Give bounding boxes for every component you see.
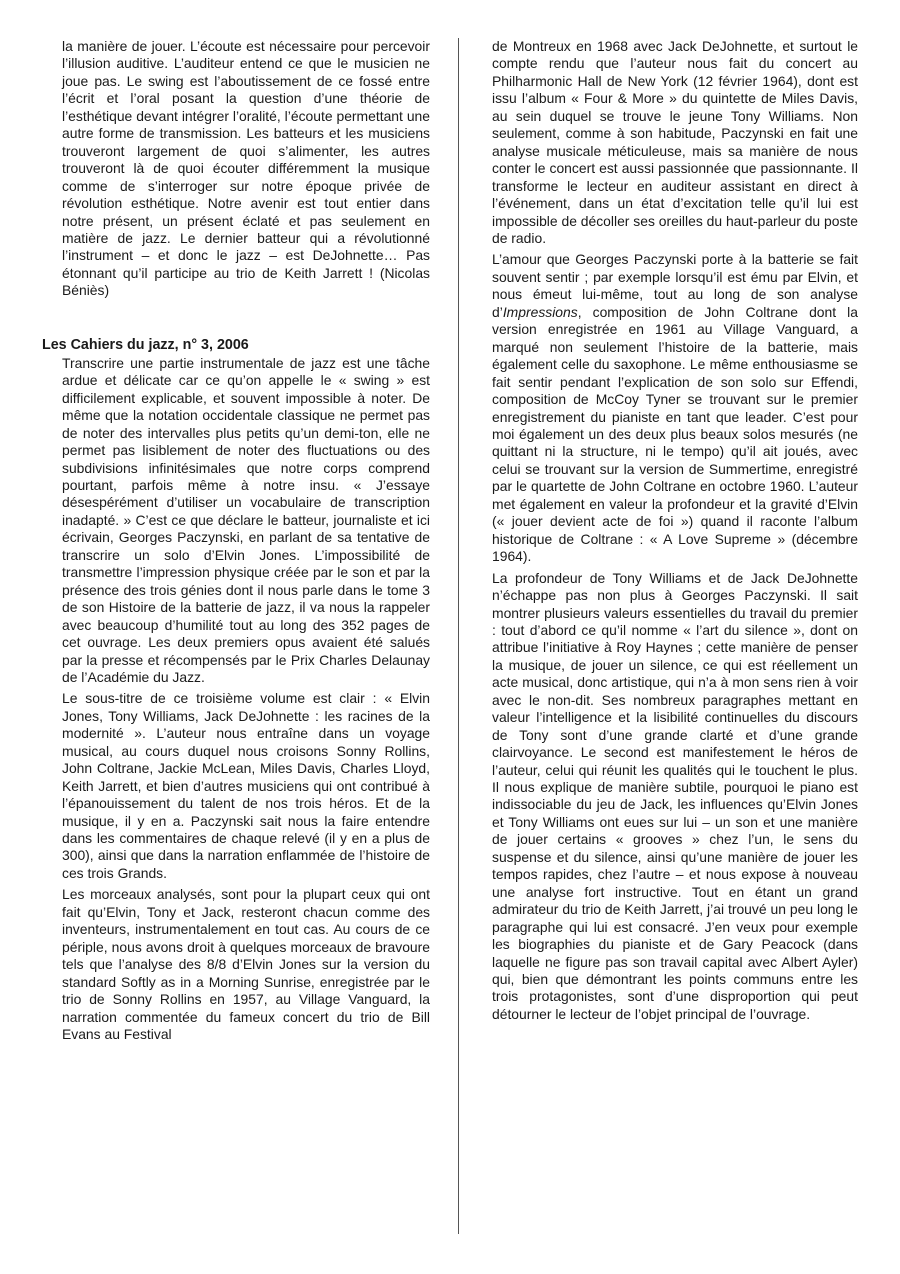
section-spacer (62, 300, 430, 336)
review-paragraph-5 (492, 251, 858, 565)
review-paragraph-6: La profondeur de Tony Williams et de Jack DeJohnette n’échappe pas non plus à Georges Paczynski. Il sait montrer plusieurs valeurs essentielles du travail du premier : tout d’abord ce qu’il nomme « l’art du silence », dont on attribue l’initiative à Roy Haynes ; cette manière de penser la musique, de jouer un silence, ce qui est réellement un acte musical, donc artistique, qui n’a à mon sens rien à voir avec le non-dit. Ses nombreux paragraphes mettant en valeur l’intelligence et la lisibilité continuelles du discours de Tony sont d’une grande clarté et d’une grande clairvoyance. Le second est manifestement le héros de l’auteur, celui qui réunit les qualités qui le touchent le plus. Il nous explique de manière subtile, pourquoi le piano est indissociable du jeu de Jack, les influences qu’Elvin Jones et Tony Williams ont eues sur lui – un son et une manière de jouer certains « grooves » chez l’un, le sens du suspense et du silence, ainsi qu’une manière de jouer les tempos rapides, chez l’autre – et nous expose à nouveau une analyse fort instructive. Tout en étant un grand admirateur du trio de Keith Jarrett, j’ai trouvé un peu long le paragraphe qui lui est consacré. J’en veux pour exemple les biographies du pianiste et de Gary Peacock (dans laquelle ne figure pas son travail capital avec Albert Ayler) qui, bien que démontrant les points communs entre les trois protagonistes, sont d’une disproportion qui peut détourner le lecteur de l’objet principal de l’ouvrage. (492, 569, 858, 1022)
review-paragraph-4: de Montreux en 1968 avec Jack DeJohnette, et surtout le compte rendu que l’auteur nous fait du concert au Philharmonic Hall de New York (12 février 1964), dont est issu l’album « Four & More » du quintette de Miles Davis, au sein duquel se trouve le jeune Tony Williams. Non seulement, comme à son habitude, Paczynski en fait une analyse musicale méticuleuse, mais sa manière de nous conter le concert est aussi passionnée que passionnante. Il transforme le lecteur en auditeur assistant en direct à l’événement, dans un état d’excitation telle qu’il lui est impossible de décoller ses oreilles du haut-parleur du poste de radio. (492, 38, 858, 246)
paragraph-5-text-b: , composition de John Coltrane dont la version enregistrée en 1961 au Village Vanguard, a marqué non seulement l’histoire de la batterie, mais également celle du saxophone. Le même enthousiasme se fait sentir pendant l’explication de son solo sur Effendi, composition de McCoy Tyner se trouvant sur le premier enregistrement du pianiste en tant que leader. C’est pour moi également un des deux plus beaux solos mesurés (ne quittant ni la structure, ni le tempo) qu’il ait joués, avec celui se trouvant sur la version de Summertime, enregistré par le quartette de John Coltrane en octobre 1960. L’auteur met également en valeur la profondeur et la gravité d’Elvin (« jouer devient acte de foi ») quand il raconte l’album historique de Coltrane : « A Love Supreme » (décembre 1964). (492, 303, 858, 565)
impressions-title: Impressions (502, 303, 578, 320)
column-divider (458, 38, 459, 1234)
left-column (42, 38, 430, 1047)
review-paragraph-3: Les morceaux analysés, sont pour la plupart ceux qui ont fait qu’Elvin, Tony et Jack, resteront chacun comme des inventeurs, instrumentalement en tout cas. Au cours de ce périple, nous avons droit à quelques morceaux de bravoure tels que l’analyse des 8/8 d’Elvin Jones sur la version du standard Softly as in a Morning Sunrise, enregistrée par le trio de Sonny Rollins en 1957, au Village Vanguard, la narration commentée du fameux concert du trio de Bill Evans au Festival (62, 886, 430, 1043)
review-heading: Les Cahiers du jazz, n° 3, 2006 (42, 336, 249, 353)
review-paragraph-2: Le sous-titre de ce troisième volume est clair : « Elvin Jones, Tony Williams, Jack DeJohnette : les racines de la modernité ». L’auteur nous entraîne dans un voyage musical, au cours duquel nous croisons Sonny Rollins, John Coltrane, Jackie McLean, Miles Davis, Charles Lloyd, Keith Jarrett, et bien d’autres musiciens qui ont contribué à l’épanouissement du talent de nos trois héros. Et de la musique, il y en a. Paczynski sait nous la faire entendre dans les commentaires de chaque relevé (il y en a plus de 300), ainsi que dans la narration enflammée de l’histoire de ces trois Grands. (62, 690, 430, 881)
paragraph-5-text-a: L’amour que Georges Paczynski porte à la batterie se fait souvent sentir ; par exemple lorsqu’il est ému par Elvin, et nous émeut lui-même, tout au long de son analyse d’ (492, 251, 858, 320)
review-paragraph-1: Transcrire une partie instrumentale de jazz est une tâche ardue et délicate car ce qu’on appelle le « swing » est difficilement explicable, et souvent impossible à noter. De même que la notation occidentale classique ne permet pas de noter des intervalles plus petits qu’un demi-ton, elle ne permet pas lisiblement de noter des fluctuations ou des subdivisions infinitésimales que notre corps comprend pourtant, parfois même à notre insu. « J’essaye désespérément d’utiliser un vocabulaire de transcription inadapté. » C’est ce que déclare le batteur, journaliste et ici écrivain, Georges Paczynski, en parlant de sa tentative de transcrire un solo d’Elvin Jones. L’impossibilité de transmettre l’impression physique créée par le son et par la présence des trois génies dont il nous parle dans le tome 3 de son Histoire de la batterie de jazz, il va nous la rappeler avec beaucoup d’humilité tout au long des 352 pages de cet ouvrage. Les deux premiers opus avaient été salués par la presse et récompensés par le Prix Charles Delaunay de l’Académie du Jazz. (62, 354, 430, 685)
right-column (492, 38, 858, 1027)
previous-review-ending: la manière de jouer. L’écoute est nécessaire pour percevoir l’illusion auditive. L’auditeur entend ce que le musicien ne joue pas. Le swing est l’aboutissement de ce fossé entre l’écrit et l’oral posant la question d’une théorie de l’esthétique devant intégrer l’oralité, l’écoute permettant une autre forme de transmission. Les batteurs et les musiciens trouveront largement de quoi s’alimenter, les autres trouveront là de quoi écouter différemment la musique comme de s’interroger sur notre époque privée de révolution esthétique. Notre avenir est tout entier dans notre présent, un présent éclaté et pas seulement en matière de jazz. Le dernier batteur qui a révolutionné l’instrument – et donc le jazz – est DeJohnette… Pas étonnant qu’il participe au trio de Keith Jarrett ! (Nicolas Béniès) (62, 38, 430, 299)
